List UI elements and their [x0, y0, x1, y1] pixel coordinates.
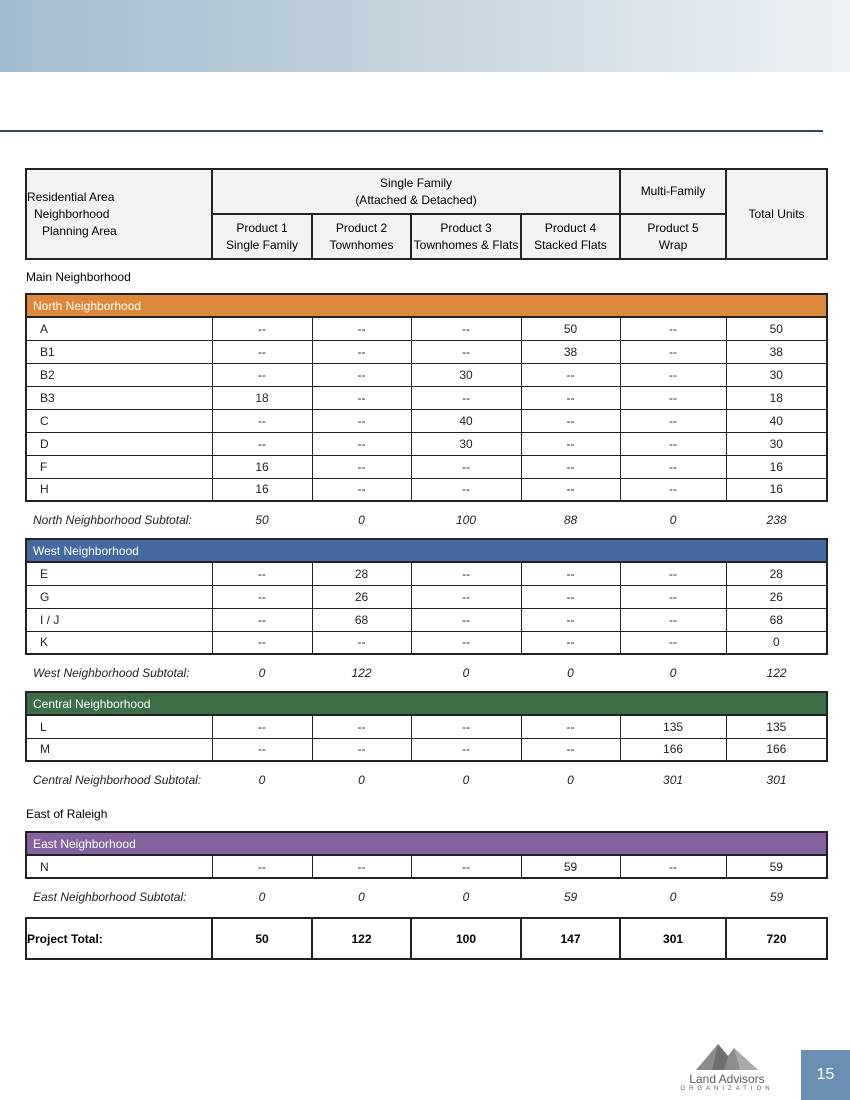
product-1-cell: --	[212, 738, 312, 761]
area-header-line-2: Neighborhood	[34, 206, 110, 221]
product-4-header	[521, 214, 620, 259]
product-4-cell: --	[521, 386, 620, 409]
planning-area-cell: L	[26, 715, 212, 738]
total-units-cell: 166	[726, 738, 827, 761]
top-banner	[0, 0, 850, 72]
product-3-cell: --	[411, 317, 521, 340]
total-units-cell: 0	[726, 631, 827, 654]
product-5-cell: --	[620, 340, 726, 363]
product-2-cell: 68	[312, 608, 411, 631]
table-row	[26, 478, 827, 501]
subtotal-value: 59	[563, 889, 578, 904]
subtotal-value: 122	[766, 665, 787, 680]
table-row	[26, 562, 827, 585]
table-body	[26, 259, 827, 959]
product-1-cell: --	[212, 432, 312, 455]
product-4-cell: --	[521, 409, 620, 432]
total-units-cell: 26	[726, 585, 827, 608]
project-total-value: 301	[620, 918, 726, 959]
total-units-cell: 68	[726, 608, 827, 631]
total-units-header: Total Units	[726, 169, 827, 259]
product-1-cell: --	[212, 340, 312, 363]
product-5-cell: --	[620, 432, 726, 455]
product-4-cell: 59	[521, 855, 620, 878]
table-row	[26, 340, 827, 363]
subtotal-value: 122	[351, 665, 372, 680]
group-header-row	[26, 692, 827, 715]
product-5-cell: --	[620, 855, 726, 878]
product-2-header	[312, 214, 411, 259]
table-row	[26, 386, 827, 409]
total-units-cell: 18	[726, 386, 827, 409]
product-4-line-1: Product 4	[544, 220, 597, 235]
product-5-cell: --	[620, 608, 726, 631]
product-3-cell: --	[411, 585, 521, 608]
planning-area-cell: C	[26, 409, 212, 432]
subtotal-value: 0	[358, 889, 365, 904]
product-4-cell: --	[521, 363, 620, 386]
planning-area-cell: K	[26, 631, 212, 654]
product-2-cell: --	[312, 478, 411, 501]
planning-area-cell: M	[26, 738, 212, 761]
product-2-line-1: Product 2	[335, 220, 388, 235]
product-3-cell: --	[411, 478, 521, 501]
subtotal-label: West Neighborhood Subtotal:	[33, 665, 190, 680]
product-5-cell: 135	[620, 715, 726, 738]
planning-area-cell: A	[26, 317, 212, 340]
product-5-line-2: Wrap	[658, 237, 688, 252]
product-2-cell: --	[312, 432, 411, 455]
product-2-cell: --	[312, 631, 411, 654]
product-3-cell: --	[411, 386, 521, 409]
area-header-line-1: Residential Area	[27, 189, 115, 204]
total-units-cell: 40	[726, 409, 827, 432]
product-1-cell: --	[212, 715, 312, 738]
product-5-cell: --	[620, 363, 726, 386]
product-3-cell: --	[411, 455, 521, 478]
product-3-cell: 30	[411, 432, 521, 455]
subtotal-value: 238	[766, 512, 787, 527]
table-row	[26, 317, 827, 340]
total-units-cell: 16	[726, 455, 827, 478]
project-total-value: 100	[411, 918, 521, 959]
section-title: Main Neighborhood	[26, 269, 131, 284]
area-header-line-3: Planning Area	[42, 223, 117, 238]
total-units-cell: 28	[726, 562, 827, 585]
product-3-line-2: Townhomes & Flats	[413, 237, 519, 252]
subtotal-value: 88	[563, 512, 578, 527]
product-4-cell: 38	[521, 340, 620, 363]
product-4-cell: --	[521, 738, 620, 761]
subtotal-value: 301	[766, 772, 787, 787]
subtotal-label: North Neighborhood Subtotal:	[33, 512, 192, 527]
product-4-cell: --	[521, 608, 620, 631]
product-1-cell: 16	[212, 478, 312, 501]
planning-area-cell: B3	[26, 386, 212, 409]
section-title-row	[26, 797, 827, 832]
product-3-cell: --	[411, 631, 521, 654]
subtotal-label: Central Neighborhood Subtotal:	[33, 772, 202, 787]
table-row	[26, 363, 827, 386]
product-4-cell: --	[521, 631, 620, 654]
project-total-value: 50	[212, 918, 312, 959]
table-row	[26, 608, 827, 631]
total-units-cell: 30	[726, 363, 827, 386]
table-row	[26, 409, 827, 432]
total-units-cell: 38	[726, 340, 827, 363]
subtotal-value: 59	[769, 889, 784, 904]
group-header: East Neighborhood	[26, 832, 827, 855]
product-4-cell: --	[521, 432, 620, 455]
total-units-cell: 30	[726, 432, 827, 455]
logo-name: Land Advisors	[689, 1072, 765, 1086]
subtotal-row	[26, 761, 827, 797]
group-header-row	[26, 832, 827, 855]
subtotal-value: 50	[255, 512, 269, 527]
total-units-cell: 59	[726, 855, 827, 878]
group-header: Central Neighborhood	[26, 692, 827, 715]
product-2-cell: --	[312, 317, 411, 340]
table-row	[26, 585, 827, 608]
subtotal-row	[26, 878, 827, 914]
header-rule	[0, 130, 823, 132]
product-3-cell: --	[411, 855, 521, 878]
product-5-cell: --	[620, 455, 726, 478]
table-row	[26, 738, 827, 761]
planning-area-cell: N	[26, 855, 212, 878]
total-units-cell: 50	[726, 317, 827, 340]
subtotal-value: 0	[462, 889, 470, 904]
project-total-value: 147	[521, 918, 620, 959]
product-3-cell: --	[411, 562, 521, 585]
header-row-top	[26, 169, 827, 214]
product-4-cell: --	[521, 455, 620, 478]
product-5-header	[620, 214, 726, 259]
subtotal-value: 0	[669, 665, 677, 680]
product-1-cell: --	[212, 317, 312, 340]
area-column-header	[26, 169, 212, 259]
subtotal-value: 0	[462, 772, 470, 787]
subtotal-value: 0	[669, 512, 677, 527]
planning-area-cell: D	[26, 432, 212, 455]
group-header-row	[26, 539, 827, 562]
product-1-cell: --	[212, 409, 312, 432]
product-1-line-1: Product 1	[236, 220, 288, 235]
product-1-cell: --	[212, 855, 312, 878]
land-advisors-logo	[668, 1038, 788, 1098]
product-2-cell: --	[312, 363, 411, 386]
section-title-row	[26, 259, 827, 294]
product-2-cell: --	[312, 409, 411, 432]
subtotal-value: 0	[567, 772, 574, 787]
product-4-cell: --	[521, 478, 620, 501]
logo-subtitle: ORGANIZATION	[680, 1086, 774, 1092]
project-total-row	[26, 918, 827, 959]
product-4-line-2: Stacked Flats	[534, 237, 607, 252]
planning-area-cell: B1	[26, 340, 212, 363]
product-5-cell: --	[620, 409, 726, 432]
product-3-line-1: Product 3	[440, 220, 492, 235]
multi-family-header: Multi-Family	[620, 169, 726, 214]
table-row	[26, 432, 827, 455]
subtotal-value: 0	[358, 772, 365, 787]
subtotal-row	[26, 501, 827, 537]
table-row	[26, 631, 827, 654]
product-5-cell: --	[620, 386, 726, 409]
project-total-label: Project Total:	[26, 918, 212, 959]
subtotal-value: 0	[669, 889, 677, 904]
planning-area-cell: I / J	[26, 608, 212, 631]
product-1-cell: --	[212, 363, 312, 386]
single-family-line-1: Single Family	[380, 175, 453, 190]
page-number: 15	[801, 1050, 850, 1100]
product-4-cell: --	[521, 562, 620, 585]
product-5-line-1: Product 5	[647, 220, 699, 235]
table-row	[26, 455, 827, 478]
product-3-cell: 40	[411, 409, 521, 432]
project-total-value: 720	[726, 918, 827, 959]
product-2-cell: 28	[312, 562, 411, 585]
table-row	[26, 715, 827, 738]
product-3-cell: --	[411, 738, 521, 761]
product-1-line-2: Single Family	[225, 237, 299, 252]
single-family-header	[212, 169, 620, 214]
product-2-cell: --	[312, 855, 411, 878]
planning-area-cell: B2	[26, 363, 212, 386]
product-5-cell: --	[620, 478, 726, 501]
product-3-header	[411, 214, 521, 259]
planning-area-cell: F	[26, 455, 212, 478]
product-2-cell: --	[312, 386, 411, 409]
product-2-cell: 26	[312, 585, 411, 608]
product-1-cell: 16	[212, 455, 312, 478]
product-5-cell: --	[620, 317, 726, 340]
product-5-cell: --	[620, 562, 726, 585]
product-1-cell: --	[212, 608, 312, 631]
product-5-cell: 166	[620, 738, 726, 761]
section-title: East of Raleigh	[26, 807, 108, 821]
product-2-cell: --	[312, 455, 411, 478]
planning-area-cell: H	[26, 478, 212, 501]
product-5-cell: --	[620, 585, 726, 608]
total-units-cell: 16	[726, 478, 827, 501]
subtotal-value: 0	[462, 665, 470, 680]
product-1-header	[212, 214, 312, 259]
group-header-row	[26, 294, 827, 317]
product-3-cell: 30	[411, 363, 521, 386]
product-2-line-2: Townhomes	[329, 237, 394, 252]
subtotal-row	[26, 654, 827, 690]
planning-area-cell: E	[26, 562, 212, 585]
product-1-cell: 18	[212, 386, 312, 409]
group-header: West Neighborhood	[26, 539, 827, 562]
project-total-value: 122	[312, 918, 411, 959]
subtotal-label: East Neighborhood Subtotal:	[33, 889, 187, 904]
product-1-cell: --	[212, 562, 312, 585]
single-family-line-2: (Attached & Detached)	[355, 192, 477, 207]
subtotal-value: 0	[358, 512, 365, 527]
planning-area-cell: G	[26, 585, 212, 608]
product-4-cell: 50	[521, 317, 620, 340]
product-2-cell: --	[312, 340, 411, 363]
product-4-cell: --	[521, 715, 620, 738]
subtotal-value: 0	[258, 665, 266, 680]
residential-units-table	[25, 168, 828, 960]
subtotal-value: 0	[567, 665, 574, 680]
subtotal-value: 0	[258, 772, 266, 787]
total-units-cell: 135	[726, 715, 827, 738]
product-3-cell: --	[411, 340, 521, 363]
product-1-cell: --	[212, 585, 312, 608]
subtotal-value: 100	[455, 512, 477, 527]
group-header: North Neighborhood	[26, 294, 827, 317]
product-5-cell: --	[620, 631, 726, 654]
product-3-cell: --	[411, 715, 521, 738]
product-2-cell: --	[312, 715, 411, 738]
subtotal-value: 0	[258, 889, 266, 904]
product-4-cell: --	[521, 585, 620, 608]
product-1-cell: --	[212, 631, 312, 654]
mountain-logo-icon	[668, 1038, 788, 1072]
subtotal-value: 301	[663, 772, 684, 787]
table-row	[26, 855, 827, 878]
product-2-cell: --	[312, 738, 411, 761]
product-3-cell: --	[411, 608, 521, 631]
